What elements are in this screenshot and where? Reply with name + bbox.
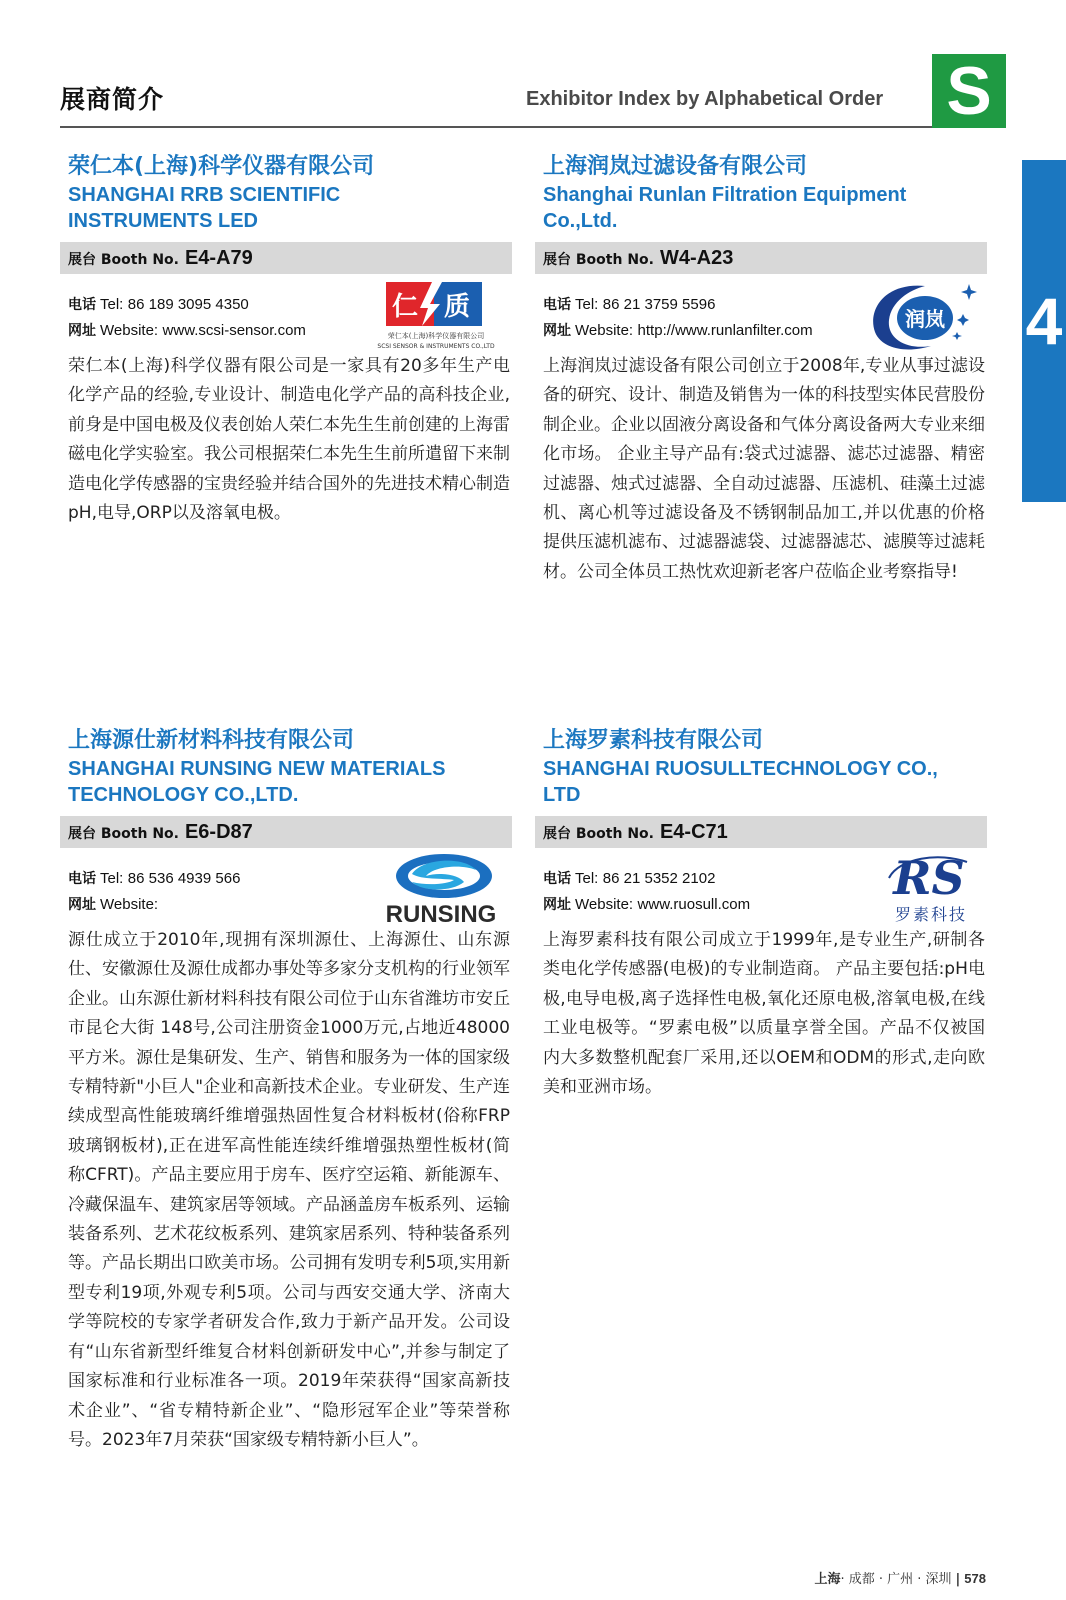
website-label-cn: 网址: [68, 323, 96, 339]
exhibitor-description: 上海润岚过滤设备有限公司创立于2008年,专业从事过滤设备的研究、设计、制造及销售为一体的科技型实体民营股份制企业。企业以固液分离设备和气体分离设备两大专业来细化市场。 企业主导产品有:袋式过滤器、滤芯过滤器、精密过滤器、烛式过滤器、全自动过滤器、压滤机、硅藻土过滤机、离心机等过滤设备及不锈钢制品加工,并以优惠的价格提供压滤机滤布、过滤器滤袋、过滤器滤芯、滤膜等过滤耗材。公司全体员工热忱欢迎新老客户莅临企业考察指导!: [543, 356, 985, 582]
page-title: 展商简介: [60, 85, 165, 114]
runsing-logo-text: RUNSING: [385, 901, 497, 928]
phone-number: 86 536 4939 566: [127, 870, 241, 887]
phone-label-en: Tel:: [575, 296, 599, 313]
contact-info: [60, 274, 512, 352]
logo-char-left: 仁: [392, 292, 419, 322]
booth-bar: [535, 816, 987, 848]
header-divider: [60, 126, 1006, 128]
exhibitor-description: 源仕成立于2010年,现拥有深圳源仕、上海源仕、山东源仕、安徽源仕及源仕成都办事处等多家分支机构的行业领军企业。山东源仕新材料科技有限公司位于山东省潍坊市安丘市昆仑大街 148号,公司注册资金1000万元,占地近48000平方米。源仕是集研发、生产、销售和服务为一体的国家级专精特新"小巨人"企业和高新技术企业。专业研发、生产连续成型高性能玻璃纤维增强热固性复合材料板材(俗称FRP玻璃钢板材),正在进军高性能连续纤维增强热塑性板材(简称CFRT)。产品主要应用于房车、医疗空运箱、新能源车、冷藏保温车、建筑家居等领域。产品涵盖房车板系列、运输装备系列、艺术花纹板系列、建筑家居系列、特种装备系列等。产品长期出口欧美市场。公司拥有发明专利5项,实用新型专利19项,外观专利5项。公司与西安交通大学、济南大学等院校的专家学者研发合作,致力于新产品开发。公司设有“山东省新型纤维复合材料创新研发中心”,并参与制定了国家标准和行业标准各一项。2019年荣获得“国家高新技术企业”、“省专精特新企业”、“隐形冠军企业”等荣誉称号。2023年7月荣获“国家级专精特新小巨人”。: [68, 930, 510, 1450]
footer-city-main: 上海: [814, 1572, 841, 1587]
exhibitor-name-en: SHANGHAI RRB SCIENTIFIC INSTRUMENTS LED: [68, 184, 341, 232]
exhibitor-name-cn: 荣仁本(上海)科学仪器有限公司: [68, 154, 375, 179]
exhibitor-description: 上海罗素科技有限公司成立于1999年,是专业生产,研制各类电化学传感器(电极)的专业制造商。 产品主要包括:pH电极,电导电极,离子选择性电极,氧化还原电极,溶氧电极,在线工业电极等。“罗素电极”以质量享誉全国。产品不仅被国内大多数整机配套厂采用,还以OEM和ODM的形式,走向欧美和亚洲市场。: [543, 930, 985, 1098]
booth-number: E4-A79: [184, 247, 253, 269]
website-link[interactable]: http://www.runlanfilter.com: [637, 322, 813, 339]
logo-caption-en: SCSI SENSOR & INSTRUMENTS CO.,LTD: [377, 343, 495, 350]
ruosull-logo-graphic: [879, 848, 979, 928]
alphabet-letter-badge: S: [932, 54, 1006, 128]
exhibitor-card-runsing: [60, 726, 512, 1455]
phone-label-en: Tel:: [100, 296, 124, 313]
runlan-logo-graphic: [865, 280, 977, 354]
ruosull-logo-caption: 罗素科技: [894, 905, 968, 924]
booth-label: 展台 Booth No.: [543, 826, 654, 842]
logo-char-right: 质: [444, 292, 471, 322]
rrb-logo: [370, 282, 502, 354]
booth-number: E4-C71: [659, 821, 728, 843]
exhibitor-card-runlan: [535, 152, 987, 587]
section-number: 4: [1025, 284, 1063, 358]
phone-number: 86 189 3095 4350: [127, 296, 249, 313]
rrb-logo-graphic: [370, 282, 502, 354]
contact-info: [535, 274, 987, 352]
runlan-logo-text: 润岚: [905, 307, 945, 331]
ruosull-logo: [879, 848, 979, 928]
contact-info: [60, 848, 512, 926]
exhibitor-card-rrb: [60, 152, 512, 528]
phone-number: 86 21 5352 2102: [602, 870, 716, 887]
exhibitor-name-en: SHANGHAI RUNSING NEW MATERIALS TECHNOLOGY CO.,LTD.: [68, 758, 446, 806]
website-line: [543, 320, 813, 340]
exhibitor-card-ruosull: [535, 726, 987, 1102]
booth-number: E6-D87: [184, 821, 253, 843]
phone-line: [543, 294, 715, 314]
booth-label: 展台 Booth No.: [68, 252, 179, 268]
booth-bar: [60, 242, 512, 274]
page-footer: [814, 1568, 986, 1587]
phone-line: [68, 294, 249, 314]
exhibitor-name-cn: 上海润岚过滤设备有限公司: [543, 154, 808, 179]
website-line: [68, 320, 306, 340]
phone-label-en: Tel:: [575, 870, 599, 887]
website-link[interactable]: www.ruosull.com: [637, 896, 751, 913]
exhibitor-name-en: SHANGHAI RUOSULLTECHNOLOGY CO., LTD: [543, 758, 938, 806]
booth-label: 展台 Booth No.: [68, 826, 179, 842]
phone-line: [68, 868, 240, 888]
website-label-cn: 网址: [68, 897, 96, 913]
exhibitor-name-cn: 上海源仕新材料科技有限公司: [68, 728, 355, 753]
phone-label-en: Tel:: [100, 870, 124, 887]
website-label-en: Website:: [100, 896, 159, 913]
index-title: Exhibitor Index by Alphabetical Order: [526, 88, 884, 110]
runlan-logo: [865, 280, 977, 354]
website-label-en: Website:: [100, 322, 159, 339]
booth-label: 展台 Booth No.: [543, 252, 654, 268]
website-link[interactable]: www.scsi-sensor.com: [162, 322, 306, 339]
website-line: [543, 894, 750, 914]
runsing-logo: [378, 852, 504, 928]
exhibitor-name-cn: 上海罗素科技有限公司: [543, 728, 764, 753]
website-label-en: Website:: [575, 322, 634, 339]
footer-separator: |: [955, 1572, 961, 1587]
website-label-cn: 网址: [543, 897, 571, 913]
exhibitor-name-en: Shanghai Runlan Filtration Equipment Co.,Ltd.: [543, 184, 907, 232]
website-label-cn: 网址: [543, 323, 571, 339]
booth-number: W4-A23: [659, 247, 734, 269]
exhibitor-description: 荣仁本(上海)科学仪器有限公司是一家具有20多年生产电化学产品的经验,专业设计、制造电化学产品的高科技企业,前身是中国电极及仪表创始人荣仁本先生生前创建的上海雷磁电化学实验室。我公司根据荣仁本先生生前所遣留下来制造电化学传感器的宝贵经验并结合国外的先进技术精心制造pH,电导,ORP以及溶氧电极。: [68, 356, 510, 524]
website-label-en: Website:: [575, 896, 634, 913]
runsing-logo-graphic: [378, 852, 504, 928]
ruosull-logo-monogram: RS: [893, 851, 965, 905]
booth-bar: [535, 242, 987, 274]
phone-number: 86 21 3759 5596: [602, 296, 716, 313]
phone-label-cn: 电话: [68, 297, 96, 313]
website-line: [68, 894, 158, 914]
footer-cities-other: · 成都 · 广州 · 深圳: [840, 1572, 952, 1587]
logo-caption-cn: 荣仁本(上海)科学仪器有限公司: [387, 332, 485, 340]
phone-line: [543, 868, 715, 888]
page-number: 578: [964, 1571, 986, 1586]
booth-bar: [60, 816, 512, 848]
phone-label-cn: 电话: [543, 297, 571, 313]
contact-info: [535, 848, 987, 926]
phone-label-cn: 电话: [68, 871, 96, 887]
phone-label-cn: 电话: [543, 871, 571, 887]
